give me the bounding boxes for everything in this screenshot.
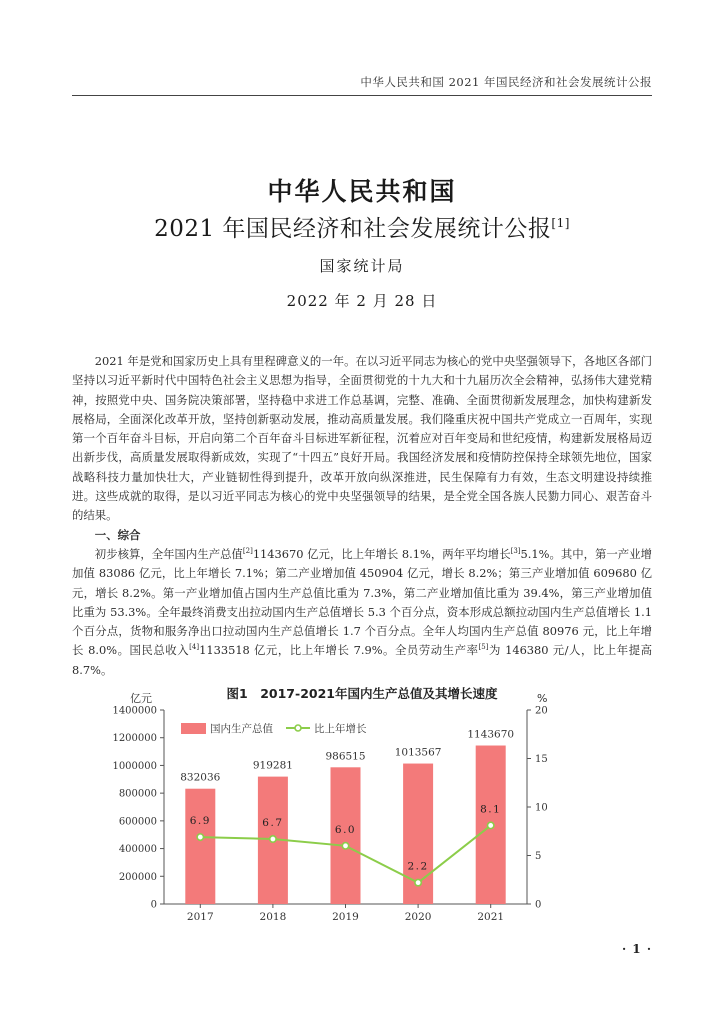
- footnote-ref-5[interactable]: [5]: [478, 643, 489, 652]
- growth-label: 6.7: [262, 817, 284, 830]
- title-line-2-text: 2021 年国民经济和社会发展统计公报: [154, 216, 552, 242]
- summary-text-4: 1133518 亿元，比上年增长 7.9%。全员劳动生产率: [199, 643, 479, 658]
- gdp-bar-label: 832036: [180, 771, 221, 784]
- summary-text-1: 初步核算，全年国内生产总值: [94, 546, 243, 561]
- growth-label: 8.1: [480, 803, 502, 816]
- y-left-tick-label: 600000: [118, 816, 157, 828]
- legend-bar-label: 国内生产总值: [210, 723, 273, 735]
- x-tick-label: 2020: [404, 911, 432, 923]
- x-tick-label: 2018: [259, 911, 287, 923]
- y-left-tick-label: 400000: [118, 844, 157, 856]
- growth-label: 6.9: [189, 815, 211, 828]
- y-left-tick-label: 1400000: [112, 705, 157, 717]
- gdp-bar-label: 986515: [325, 750, 366, 763]
- growth-point: [342, 843, 348, 849]
- y-right-tick-label: 10: [535, 802, 548, 814]
- x-tick-label: 2017: [186, 911, 214, 923]
- gdp-bar-label: 919281: [252, 759, 293, 772]
- y-left-tick-label: 200000: [118, 871, 157, 883]
- growth-point: [415, 879, 421, 885]
- title-line-1: 中华人民共和国: [267, 177, 457, 206]
- footnote-ref-2[interactable]: [2]: [242, 546, 253, 555]
- y-left-tick-label: 1000000: [112, 760, 157, 772]
- publication-date: 2022 年 2 月 28 日: [286, 292, 438, 310]
- running-header: 中华人民共和国 2021 年国民经济和社会发展统计公报: [360, 75, 652, 89]
- summary-text-5: 为 146380 元/人，比上年提高 8.7%。: [72, 643, 652, 677]
- gdp-bar: [185, 789, 215, 904]
- y-right-tick-label: 15: [535, 754, 548, 765]
- y-left-tick-label: 800000: [118, 788, 157, 800]
- gdp-bar-label: 1013567: [394, 746, 442, 759]
- gdp-bar-label: 1143670: [467, 728, 515, 741]
- x-tick-label: 2019: [332, 911, 359, 923]
- figure-title: 图1 2017-2021年国内生产总值及其增长速度: [226, 686, 498, 701]
- footnote-ref-3[interactable]: [3]: [510, 546, 521, 555]
- summary-text-3: 5.1%。其中，第一产业增加值 83086 亿元，比上年增长 7.1%；第二产业增加值 450904 亿元，增长 8.2%；第三产业增加值 609680 亿元，增长 8.2%。第一产业增加值占国内生产总值比重为 7.3%，第二产业增加值比重为 39.4%，第三产业增加值比重为 53.3%。全年最终消费支出拉动国内生产总值增长 5.3 个百分点，资本形成总额拉动国内生产总值增长 1.1 个百分点，货物和服务净出口拉动国内生产总值增长 1.7 个百分点。全年人均国内生产总值 80976 元，比上年增长 8.0%。国民总收入: [72, 546, 652, 658]
- growth-point: [488, 822, 494, 828]
- y-right-tick-label: 20: [535, 705, 548, 717]
- summary-text-2: 1143670 亿元，比上年增长 8.1%，两年平均增长: [252, 546, 511, 561]
- growth-label: 6.0: [334, 823, 357, 836]
- section-heading: 一、综合: [94, 527, 141, 542]
- title-footnote-ref[interactable]: [1]: [551, 216, 570, 230]
- page-number: · 1 ·: [621, 942, 652, 956]
- y-right-tick-label: 0: [535, 899, 542, 911]
- growth-point: [197, 834, 203, 840]
- issuer: 国家统计局: [319, 257, 405, 275]
- growth-point: [270, 836, 276, 842]
- legend-bar-swatch: [181, 723, 206, 734]
- legend-line-marker: [295, 725, 301, 731]
- growth-label: 2.2: [407, 860, 429, 873]
- legend-line-label: 比上年增长: [314, 723, 367, 735]
- y-left-unit: 亿元: [130, 692, 152, 705]
- y-left-tick-label: 1200000: [112, 733, 157, 745]
- y-right-unit: %: [537, 692, 548, 705]
- y-left-tick-label: 0: [150, 899, 157, 911]
- y-right-tick-label: 5: [535, 851, 542, 862]
- footnote-ref-4[interactable]: [4]: [189, 643, 200, 652]
- intro-paragraph: 2021 年是党和国家历史上具有里程碑意义的一年。在以习近平同志为核心的党中央坚强领导下，各地区各部门坚持以习近平新时代中国特色社会主义思想为指导，全面贯彻党的十九大和十九届历次全会精神，弘扬伟大建党精神，按照党中央、国务院决策部署，坚持稳中求进工作总基调，完整、准确、全面贯彻新发展理念，加快构建新发展格局，全面深化改革开放，坚持创新驱动发展，推动高质量发展。我们隆重庆祝中国共产党成立一百周年，实现第一个百年奋斗目标，开启向第二个百年奋斗目标进军新征程，沉着应对百年变局和世纪疫情，构建新发展格局迈出新步伐，高质量发展取得新成效，实现了“十四五”良好开局。我国经济发展和疫情防控保持全球领先地位，国家战略科技力量加快壮大，产业链韧性得到提升，改革开放向纵深推进，民生保障有力有效，生态文明建设持续推进。这些成就的取得，是以习近平同志为核心的党中央坚强领导的结果，是全党全国各族人民勠力同心、艰苦奋斗的结果。: [72, 354, 652, 523]
- x-tick-label: 2021: [477, 911, 505, 923]
